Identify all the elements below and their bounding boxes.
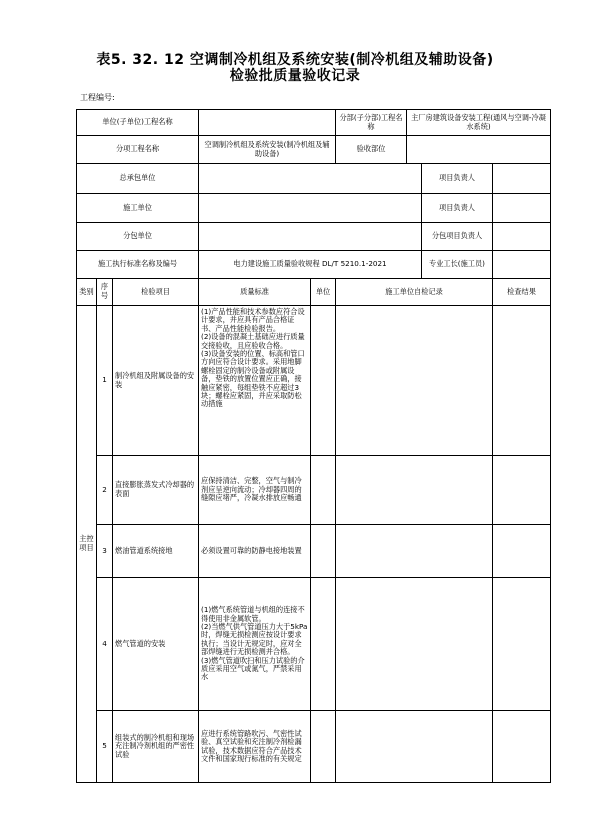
unit-project-value[interactable] bbox=[199, 110, 336, 136]
item-unit[interactable] bbox=[311, 306, 336, 456]
project-manager-value-2[interactable] bbox=[493, 194, 551, 223]
item-self-check[interactable] bbox=[336, 525, 493, 578]
item-self-check[interactable] bbox=[336, 456, 493, 525]
subcontractor-value[interactable] bbox=[199, 223, 422, 250]
item-result[interactable] bbox=[493, 306, 551, 456]
item-standard: 应保持清洁、完整，空气与制冷剂应呈逆向流动；冷却器四周的缝隙应堵严，冷凝水排放应畅通 bbox=[199, 456, 311, 525]
item-standard: 必须设置可靠的防静电接地装置 bbox=[199, 525, 311, 578]
table-row bbox=[77, 711, 551, 783]
project-number-label: 工程编号: bbox=[80, 93, 115, 102]
item-result[interactable] bbox=[493, 525, 551, 578]
foreman-value[interactable] bbox=[493, 251, 551, 279]
item-seq: 4 bbox=[97, 578, 113, 711]
table-row bbox=[77, 578, 551, 711]
item-project-value: 空调制冷机组及系统安装(制冷机组及辅助设备) bbox=[199, 136, 336, 164]
item-name: 燃气管道的安装 bbox=[113, 578, 199, 711]
col-self-check: 施工单位自检记录 bbox=[336, 279, 493, 306]
project-manager-label-2: 项目负责人 bbox=[439, 202, 475, 212]
item-result[interactable] bbox=[493, 578, 551, 711]
item-result[interactable] bbox=[493, 711, 551, 783]
table-row bbox=[77, 525, 551, 578]
sub-project-manager-value[interactable] bbox=[493, 223, 551, 251]
general-contractor-value[interactable] bbox=[199, 164, 422, 193]
general-contractor-label: 总承包单位 bbox=[77, 164, 199, 194]
item-seq: 3 bbox=[97, 525, 113, 578]
item-self-check[interactable] bbox=[336, 711, 493, 783]
sub-project-manager-label: 分包项目负责人 bbox=[431, 231, 483, 241]
item-result[interactable] bbox=[493, 456, 551, 525]
project-manager-label-1: 项目负责人 bbox=[439, 173, 475, 183]
unit-project-label: 单位(子单位)工程名称 bbox=[77, 110, 199, 136]
col-result: 检查结果 bbox=[493, 279, 551, 306]
item-self-check[interactable] bbox=[336, 578, 493, 711]
item-seq: 2 bbox=[97, 456, 113, 525]
col-unit: 单位 bbox=[311, 279, 336, 306]
item-project-label: 分项工程名称 bbox=[77, 136, 199, 164]
item-standard: 应进行系统管路吹污、气密性试验、真空试验和充注制冷剂检漏试验，技术数据应符合产品技术文件和国家现行标准的有关规定 bbox=[199, 711, 311, 783]
table-row bbox=[77, 306, 551, 456]
project-manager-value-1[interactable] bbox=[493, 164, 551, 194]
item-standard: (1)燃气系统管道与机组的连接不得使用非金属软管。 (2)当燃气供气管道压力大于5kPa时，焊缝无损检测应按设计要求执行；当设计无规定时，应对全部焊缝进行无损检测并合格。 (3)燃气管道吹扫和压力试验的介质应采用空气或氮气，严禁采用水 bbox=[199, 578, 311, 711]
item-self-check[interactable] bbox=[336, 306, 493, 456]
col-seq: 序号 bbox=[97, 279, 113, 306]
item-unit[interactable] bbox=[311, 711, 336, 783]
sub-project-value: 主厂房建筑设备安装工程(通风与空调-冷凝水系统) bbox=[411, 112, 546, 131]
sub-project-label: 分部(子分部)工程名称 bbox=[336, 110, 407, 135]
acceptance-part-label: 验收部位 bbox=[336, 136, 407, 163]
standard-value: 电力建设施工质量验收规程 DL/T 5210.1-2021 bbox=[199, 251, 422, 278]
inspection-record-table bbox=[76, 109, 551, 783]
standard-label: 施工执行标准名称及编号 bbox=[77, 251, 199, 279]
subcontractor-label: 分包单位 bbox=[77, 223, 199, 251]
item-name: 制冷机组及附属设备的安装 bbox=[113, 306, 199, 456]
item-name: 组装式的制冷机组和现场充注制冷剂机组的严密性试验 bbox=[113, 711, 199, 783]
construction-unit-label: 施工单位 bbox=[77, 194, 199, 223]
item-name: 燃油管道系统接地 bbox=[113, 525, 199, 578]
col-category: 类别 bbox=[77, 279, 97, 306]
document-title-line2: 检验批质量验收记录 bbox=[229, 68, 361, 84]
table-row bbox=[77, 456, 551, 525]
item-name: 直接膨胀蒸发式冷却器的表面 bbox=[113, 456, 199, 525]
item-seq: 1 bbox=[97, 306, 113, 456]
foreman-label: 专业工长(施工员) bbox=[429, 259, 485, 269]
category-main-control: 主控项目 bbox=[77, 306, 97, 783]
item-unit[interactable] bbox=[311, 456, 336, 525]
col-standard: 质量标准 bbox=[199, 279, 311, 306]
item-unit[interactable] bbox=[311, 525, 336, 578]
construction-unit-value[interactable] bbox=[199, 194, 422, 222]
col-item: 检验项目 bbox=[113, 279, 199, 306]
acceptance-part-value[interactable] bbox=[407, 136, 550, 163]
document-title-line1: 表5. 32. 12 空调制冷机组及系统安装(制冷机组及辅助设备) bbox=[96, 52, 494, 68]
item-unit[interactable] bbox=[311, 578, 336, 711]
item-seq: 5 bbox=[97, 711, 113, 783]
item-standard: (1)产品性能和技术参数应符合设计要求，并应具有产品合格证书、产品性能检验报告。 (2)设备的混凝土基础应进行质量交接验收，且应验收合格。 (3)设备安装的位置、标高和管口方向应符合设计要求。采用地脚螺栓固定的制冷设备或附属设备，垫铁的放置位置应正确，接触应紧密，每组垫铁不应超过3块；螺栓应紧固，并应采取防松动措施 bbox=[199, 306, 311, 456]
